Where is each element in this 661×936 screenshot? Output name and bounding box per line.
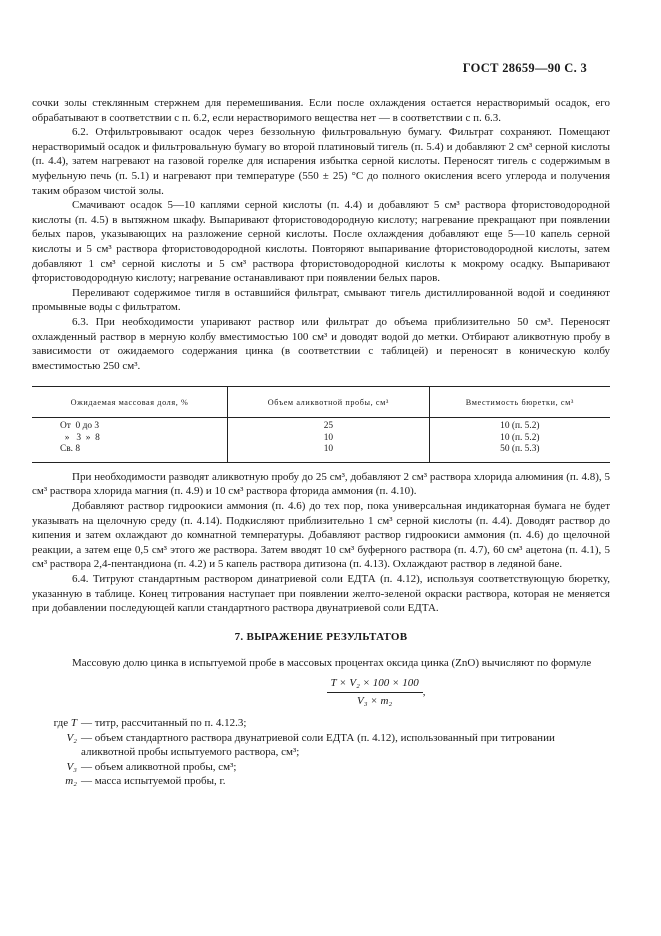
top-paragraphs bbox=[32, 96, 610, 373]
table-cell-line: 10 (п. 5.2) bbox=[500, 432, 540, 443]
mid-paragraphs bbox=[32, 470, 610, 616]
variable-symbol: V₂ bbox=[66, 731, 77, 744]
table-header-burette-capacity: Вместимость бюретки, см³ bbox=[429, 387, 610, 418]
variable-description: — масса испытуемой пробы, г. bbox=[81, 775, 226, 788]
variable-key bbox=[32, 731, 81, 760]
table-cell-line: 10 bbox=[323, 432, 334, 443]
formula-denominator: V₃ × m₂ bbox=[357, 694, 393, 707]
variable-description: — объем аликвотной пробы, см³; bbox=[81, 760, 237, 773]
results-intro: Массовую долю цинка в испытуемой пробе в массовых процентах оксида цинка (ZnO) вычисляют по формуле bbox=[72, 657, 592, 670]
table-header-aliquot-volume: Объем аликвотной пробы, см³ bbox=[228, 387, 430, 418]
paragraph: сочки золы стеклянным стержнем для перемешивания. Если после охлаждения остается нерастворимый осадок, его обрабатывают в соответствии с п. 6.2, если нерастворимого вещества нет — в соответствии с п. 6.3. bbox=[32, 97, 610, 124]
variable-symbol: T bbox=[70, 717, 77, 730]
paragraph: 6.2. Отфильтровывают осадок через беззольную фильтровальную бумагу. Фильтрат сохраняют. Помещают нерастворимый осадок и фильтровальную бумагу во второй платиновый тигель (п. 5.4) и добавляют 2 см³ серной кислоты (п. 4.4), затем нагревают на газовой горелке для испарения избытка серной кислоты. Переносят тигель с содержимым в муфельную печь (п. 5.1) и нагревают при температуре (550 ± 25) °С до полного окисления всего углерода и получения таким образом чистой золы. bbox=[32, 126, 610, 197]
table-cell-line: » 3 » 8 bbox=[60, 432, 100, 443]
variable-definitions bbox=[32, 716, 610, 789]
paragraph: 6.3. При необходимости упаривают раствор или фильтрат до объема приблизительно 50 см³. Переносят охлажденный раствор в мерную колбу вместимостью 100 см³ и доводят водой до метки. Отбирают аликвотную пробу в зависимости от ожидаемого содержания цинка (в соответствии с таблицей) и переносят в коническую колбу вместимостью 250 см³. bbox=[32, 315, 610, 372]
paragraph: 6.4. Титруют стандартным раствором динатриевой соли ЕДТА (п. 4.12), используя соответствующую бюретку, указанную в таблице. Конец титрования наступает при появлении желто-зеленой окраски раствора, которая не меняется при добавлении последующей капли стандартного раствора двунатриевой соли ЕДТА. bbox=[32, 572, 610, 615]
variable-definition bbox=[32, 731, 610, 760]
formula-numerator: T × V₂ × 100 × 100 bbox=[327, 676, 423, 693]
formula bbox=[142, 676, 610, 708]
variable-description: — титр, рассчитанный по п. 4.12.3; bbox=[81, 717, 247, 730]
table-cell-line: От 0 до 3 bbox=[60, 421, 100, 432]
formula-trailing: , bbox=[422, 685, 426, 698]
table-cell-aliquot-volume bbox=[228, 418, 430, 463]
formula-fraction bbox=[327, 676, 423, 708]
table-row bbox=[32, 418, 610, 463]
variable-key bbox=[32, 716, 81, 731]
variable-definition bbox=[32, 774, 610, 789]
paragraph: При необходимости разводят аликвотную пробу до 25 см³, добавляют 2 см³ раствора хлорида алюминия (п. 4.8), 5 см³ раствора хлорида магния (п. 4.9) и 10 см³ раствора фторида аммония (п. 4.10). bbox=[32, 470, 610, 498]
table-cell-line: 25 bbox=[323, 421, 334, 432]
table-cell-burette-capacity bbox=[429, 418, 610, 463]
section-title: 7. ВЫРАЖЕНИЕ РЕЗУЛЬТАТОВ bbox=[234, 630, 408, 643]
variable-key bbox=[32, 774, 81, 789]
variable-key bbox=[32, 760, 81, 775]
variable-symbol: m₂ bbox=[65, 775, 77, 788]
paragraph: Переливают содержимое тигля в оставшийся фильтрат, смывают тигель дистиллированной водой и соединяют промывные воды с фильтратом. bbox=[32, 286, 610, 314]
table-cell-line: 10 bbox=[323, 444, 334, 455]
variable-definition bbox=[32, 716, 610, 731]
table-cell-line: Св. 8 bbox=[60, 444, 81, 455]
variable-definition bbox=[32, 760, 610, 775]
where-prefix: где bbox=[53, 717, 69, 730]
paragraph: Добавляют раствор гидроокиси аммония (п. 4.6) до тех пор, пока универсальная индикаторная бумага не будет указывать на щелочную среду (п. 4.14). Подкисляют приблизительно 1 см³ серной кислоты (п. 4.4). Доводят раствор до кипения и затем охлаждают до комнатной температуры. Добавляют раствор гидроокиси аммония (п. 4.6) до щелочной реакции, а затем еще 0,5 см³ этого же раствора. Затем вводят 10 см³ буферного раствора (п. 4.7), 60 см³ ацетона (п. 4.1), 5 см³ раствора 2,4-пентандиона (п. 4.2) и 5 капель раствора дитизона (п. 4.13). Охлаждают раствор в ледяной бане. bbox=[32, 499, 610, 571]
variable-symbol: V₃ bbox=[66, 760, 77, 773]
document-body bbox=[32, 96, 610, 789]
page-header: ГОСТ 28659—90 С. 3 bbox=[462, 61, 587, 75]
aliquot-table bbox=[32, 386, 610, 463]
table-header-expected-fraction: Ожидаемая массовая доля, % bbox=[32, 387, 228, 418]
variable-description: — объем стандартного раствора двунатриевой соли ЕДТА (п. 4.12), использованный при титровании аликвотной пробы испытуемого раствора, см³; bbox=[81, 731, 555, 759]
table-cell-line: 50 (п. 5.3) bbox=[500, 444, 540, 455]
table-cell-expected-fraction bbox=[32, 418, 228, 463]
paragraph: Смачивают осадок 5—10 каплями серной кислоты (п. 4.4) и добавляют 5 см³ раствора фтористоводородной кислоты (п. 4.5) в вытяжном шкафу. Выпаривают фтористоводородную кислоту; нагревание прекращают при появлении белых паров, указывающих на разложение серной кислоты. После охлаждения добавляют еще 5—10 капель серной кислоты и 5 см³ раствора фтористоводородной кислоты. Повторяют выпаривание фтористоводородной кислоты, затем добавляют 1 см³ серной кислоты и 5 см³ раствора фтористоводородной кислоты к мокрому осадку. Выпаривают фтористоводородную кислоту; нагревание останавливают при появлении белых паров. bbox=[32, 199, 610, 285]
table-cell-line: 10 (п. 5.2) bbox=[500, 421, 540, 432]
